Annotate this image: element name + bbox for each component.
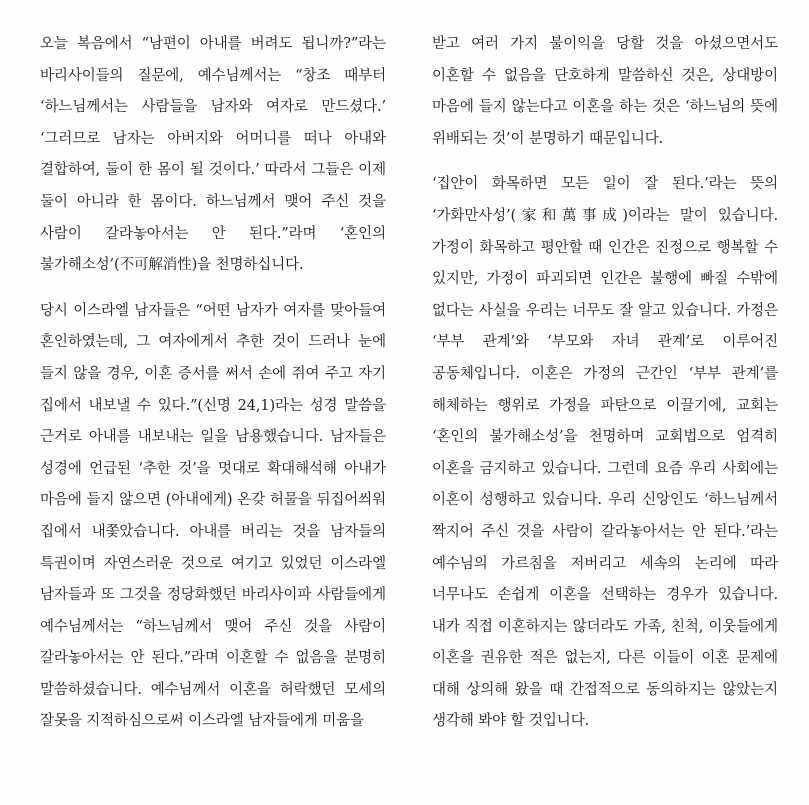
left-column xyxy=(40,29,386,752)
paragraph-jesus-firmness: 받고 여러 가지 불이익을 당할 것을 아셨으면서도 이혼할 수 없음을 단호하게 말씀하신 것은, 상대방이 마음에 들지 않는다고 이혼을 하는 것은 ‘하느님의 뜻에 위배되는 것’이 분명하기 때문입니다. xyxy=(432,36,778,147)
right-column xyxy=(432,29,778,752)
paragraph-gospel-question: 오늘 복음에서 “남편이 아내를 버려도 됩니까?”라는 바리사이들의 질문에, 예수님께서는 “창조 때부터 ‘하느님께서는 사람들을 남자와 여자로 만드셨다.’ ‘그러므로 남자는 아버지와 어머니를 떠나 아내와 결합하여, 둘이 한 몸이 될 것이다.’ 따라서 그들은 이제 둘이 아니라 한 몸이다. 하느님께서 맺어 주신 것을 사람이 갈라놓아서는 안 된다.”라며 ‘혼인의 불가해소성’(不可解消性)을 천명하십니다. xyxy=(40,36,386,274)
paragraph-family-harmony: ‘집안이 화목하면 모든 일이 잘 된다.’라는 뜻의 ‘가화만사성’(家和萬事成)이라는 말이 있습니다. 가정이 화목하고 평안할 때 인간은 진정으로 행복할 수 있지만, 가정이 파괴되면 인간은 불행에 빠질 수밖에 없다는 사실을 우리는 너무도 잘 알고 있습니다. 가정은 ‘부부 관계’와 ‘부모와 자녀 관계’로 이루어진 공동체입니다. 이혼은 가정의 근간인 ‘부부 관계’를 해체하는 행위로 가정을 파탄으로 이끌기에, 교회는 ‘혼인의 불가해소성’을 천명하며 교회법으로 엄격히 이혼을 금지하고 있습니다. 그런데 요즘 우리 사회에는 이혼이 성행하고 있습니다. 우리 신앙인도 ‘하느님께서 짝지어 주신 것을 사람이 갈라놓아서는 안 된다.’라는 예수님의 가르침을 저버리고 세속의 논리에 따라 너무나도 손쉽게 이혼을 선택하는 경우가 있습니다. 내가 직접 이혼하지는 않더라도 가족, 친척, 이웃들에게 이혼을 권유한 적은 없는지, 다른 이들이 이혼 문제에 대해 상의해 왔을 때 간접적으로 동의하지는 않았는지 생각해 봐야 할 것입니다. xyxy=(432,176,778,730)
paragraph-israel-men: 당시 이스라엘 남자들은 “어떤 남자가 여자를 맞아들여 혼인하였는데, 그 여자에게서 추한 것이 드러나 눈에 들지 않을 경우, 이혼 증서를 써서 손에 쥐여 주고 자기 집에서 내보낼 수 있다.”(신명 24,1)라는 성경 말씀을 근거로 아내를 내보내는 일을 남용했습니다. 남자들은 성경에 언급된 ‘추한 것’을 멋대로 확대해석해 아내가 마음에 들지 않으면 (아내에게) 온갖 허물을 뒤집어씌워 집에서 내쫓았습니다. 아내를 버리는 것을 남자들의 특권이며 자연스러운 것으로 여기고 있었던 이스라엘 남자들과 또 그것을 정당화했던 바리사이파 사람들에게 예수님께서는 “하느님께서 맺어 주신 것을 사람이 갈라놓아서는 안 된다.”라며 이혼할 수 없음을 분명히 말씀하셨습니다. 예수님께서 이혼을 허락했던 모세의 잘못을 지적하심으로써 이스라엘 남자들에게 미움을 xyxy=(40,302,386,730)
